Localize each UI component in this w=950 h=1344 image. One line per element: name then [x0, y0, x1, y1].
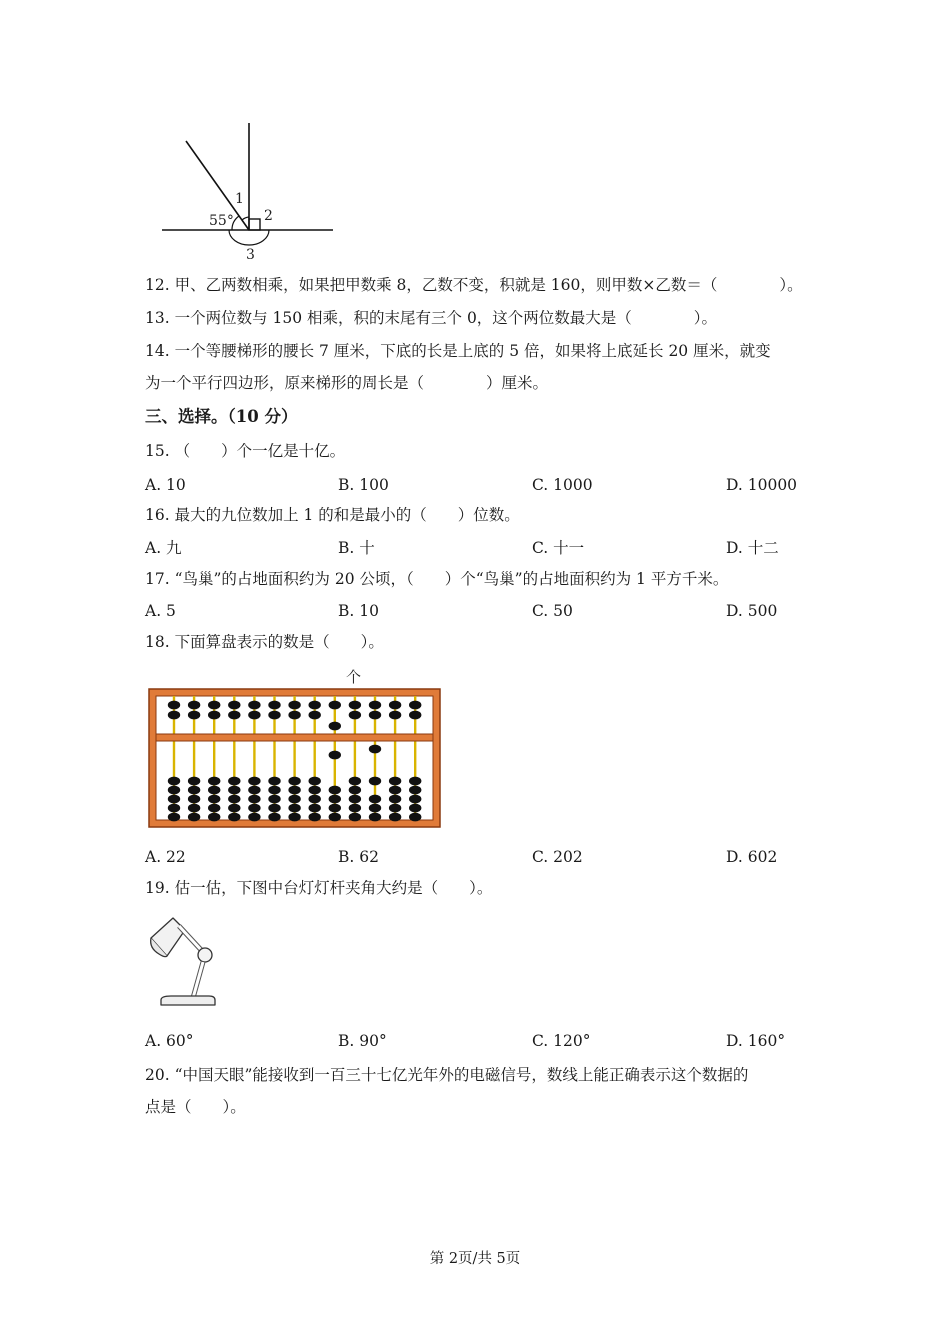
abacus-bead — [349, 711, 361, 720]
abacus-bead — [329, 751, 341, 760]
abacus-bead — [248, 795, 260, 804]
abacus-bead — [188, 804, 200, 813]
abacus-bead — [309, 786, 321, 795]
abacus-bead — [409, 701, 421, 710]
abacus-bead — [168, 804, 180, 813]
option-c: C. 120° — [532, 1032, 591, 1050]
abacus-bead — [228, 813, 240, 822]
abacus-bead — [329, 722, 341, 731]
abacus-bead — [288, 701, 300, 710]
option-a: A. 5 — [145, 602, 176, 620]
lamp-base — [161, 996, 215, 1005]
angle-arc-3 — [229, 230, 269, 245]
abacus-bead — [329, 804, 341, 813]
abacus-beam — [156, 734, 433, 741]
option-c: C. 202 — [532, 848, 583, 866]
option-c: C. 1000 — [532, 476, 593, 494]
abacus-bead — [409, 795, 421, 804]
option-d: D. 160° — [726, 1032, 786, 1050]
page-footer: 第 2页/共 5页 — [429, 1251, 521, 1267]
abacus-bead — [389, 786, 401, 795]
abacus-bead — [349, 786, 361, 795]
abacus-bead — [389, 701, 401, 710]
question-14-line-2: 为一个平行四边形，原来梯形的周长是（ ）厘米。 — [145, 374, 549, 392]
option-d: D. 10000 — [726, 476, 798, 494]
section-3-title: 三、选择。（10 分） — [145, 407, 298, 426]
right-angle-mark — [249, 219, 260, 230]
question-14-line-1: 14. 一个等腰梯形的腰长 7 厘米，下底的长是上底的 5 倍，如果将上底延长 20 厘米，就变 — [145, 342, 771, 360]
abacus-bead — [208, 813, 220, 822]
abacus-bead — [248, 711, 260, 720]
abacus-bead — [228, 701, 240, 710]
abacus-bead — [389, 795, 401, 804]
abacus-bead — [268, 701, 280, 710]
abacus-bead — [309, 813, 321, 822]
abacus-bead — [349, 701, 361, 710]
abacus-bead — [248, 813, 260, 822]
abacus-bead — [329, 813, 341, 822]
abacus-bead — [369, 813, 381, 822]
abacus-bead — [268, 777, 280, 786]
abacus-bead — [349, 777, 361, 786]
option-a: A. 10 — [145, 476, 186, 494]
abacus-bead — [268, 795, 280, 804]
abacus-bead — [188, 711, 200, 720]
abacus-bead — [389, 777, 401, 786]
abacus-bead — [188, 813, 200, 822]
lamp-upper-arm-inner — [179, 926, 203, 952]
angle-label-55: 55° — [209, 213, 234, 229]
abacus-bead — [329, 795, 341, 804]
abacus-bead — [369, 745, 381, 754]
angle-figure — [160, 120, 340, 265]
option-d: D. 500 — [726, 602, 778, 620]
abacus-bead — [309, 795, 321, 804]
option-b: B. 62 — [338, 848, 379, 866]
question-16: 16. 最大的九位数加上 1 的和是最小的（ ）位数。 — [145, 506, 520, 524]
question-20-line-2: 点是（ ）。 — [145, 1098, 246, 1116]
abacus-bead — [309, 804, 321, 813]
abacus-bead — [248, 701, 260, 710]
abacus-bead — [248, 777, 260, 786]
option-b: B. 10 — [338, 602, 379, 620]
question-13: 13. 一个两位数与 150 相乘，积的末尾有三个 0，这个两位数最大是（ ）。 — [145, 309, 718, 327]
question-17: 17. “鸟巢”的占地面积约为 20 公顷，（ ）个“鸟巢”的占地面积约为 1 平方千米。 — [145, 570, 729, 588]
abacus-bead — [309, 701, 321, 710]
abacus-bead — [208, 795, 220, 804]
abacus-bead — [409, 786, 421, 795]
abacus-bead — [288, 711, 300, 720]
abacus-bead — [349, 813, 361, 822]
abacus-bead — [288, 804, 300, 813]
abacus-bead — [309, 711, 321, 720]
option-a: A. 九 — [145, 539, 182, 557]
abacus-bead — [188, 701, 200, 710]
abacus-bead — [168, 786, 180, 795]
abacus-bead — [168, 701, 180, 710]
abacus-bead — [228, 804, 240, 813]
lamp-lower-arm-inner — [193, 962, 203, 998]
lamp-joint — [198, 948, 212, 962]
abacus-bead — [188, 795, 200, 804]
abacus-bead — [188, 786, 200, 795]
angle-label-1: 1 — [235, 191, 244, 207]
abacus-bead — [329, 701, 341, 710]
question-18: 18. 下面算盘表示的数是（ ）。 — [145, 633, 384, 651]
abacus-bead — [409, 813, 421, 822]
abacus-bead — [228, 777, 240, 786]
abacus-bead — [208, 804, 220, 813]
abacus-bead — [369, 777, 381, 786]
option-b: B. 90° — [338, 1032, 387, 1050]
option-c: C. 50 — [532, 602, 573, 620]
abacus-bead — [389, 804, 401, 813]
abacus-bead — [389, 711, 401, 720]
abacus-bead — [409, 777, 421, 786]
abacus-bead — [309, 777, 321, 786]
abacus-bead — [248, 804, 260, 813]
abacus-bead — [188, 777, 200, 786]
abacus-bead — [208, 701, 220, 710]
abacus-bead — [208, 786, 220, 795]
abacus-bead — [168, 711, 180, 720]
abacus-bead — [168, 795, 180, 804]
abacus-bead — [349, 804, 361, 813]
abacus-figure — [145, 664, 445, 830]
abacus-bead — [248, 786, 260, 795]
abacus-bead — [288, 795, 300, 804]
abacus-bead — [409, 711, 421, 720]
abacus-bead — [288, 813, 300, 822]
abacus-ones-label: 个 — [346, 668, 362, 686]
question-15: 15. （ ）个一亿是十亿。 — [145, 442, 346, 460]
abacus-bead — [288, 786, 300, 795]
question-20-line-1: 20. “中国天眼”能接收到一百三十七亿光年外的电磁信号，数线上能正确表示这个数据的 — [145, 1066, 749, 1084]
desk-lamp-figure — [145, 912, 225, 1012]
abacus-bead — [268, 711, 280, 720]
option-b: B. 十 — [338, 539, 375, 557]
angle-label-2: 2 — [264, 208, 273, 224]
abacus-bead — [409, 804, 421, 813]
abacus-bead — [208, 777, 220, 786]
abacus-bead — [329, 786, 341, 795]
abacus-bead — [268, 804, 280, 813]
question-19: 19. 估一估，下图中台灯灯杆夹角大约是（ ）。 — [145, 879, 493, 897]
angle-arc-1 — [242, 217, 249, 220]
abacus-bead — [369, 701, 381, 710]
abacus-bead — [228, 795, 240, 804]
abacus-bead — [168, 777, 180, 786]
option-a: A. 60° — [145, 1032, 194, 1050]
abacus-bead — [369, 795, 381, 804]
abacus-bead — [168, 813, 180, 822]
option-b: B. 100 — [338, 476, 389, 494]
abacus-bead — [369, 711, 381, 720]
question-12: 12. 甲、乙两数相乘，如果把甲数乘 8，乙数不变，积就是 160，则甲数×乙数＝（ ）。 — [145, 276, 803, 294]
abacus-bead — [349, 795, 361, 804]
abacus-bead — [369, 804, 381, 813]
abacus-bead — [208, 711, 220, 720]
option-d: D. 十二 — [726, 539, 779, 557]
abacus-bead — [228, 786, 240, 795]
abacus-bead — [288, 777, 300, 786]
option-c: C. 十一 — [532, 539, 585, 557]
option-d: D. 602 — [726, 848, 778, 866]
abacus-bead — [389, 813, 401, 822]
abacus-bead — [268, 786, 280, 795]
option-a: A. 22 — [145, 848, 186, 866]
abacus-bead — [268, 813, 280, 822]
angle-label-3: 3 — [246, 247, 255, 263]
abacus-bead — [228, 711, 240, 720]
